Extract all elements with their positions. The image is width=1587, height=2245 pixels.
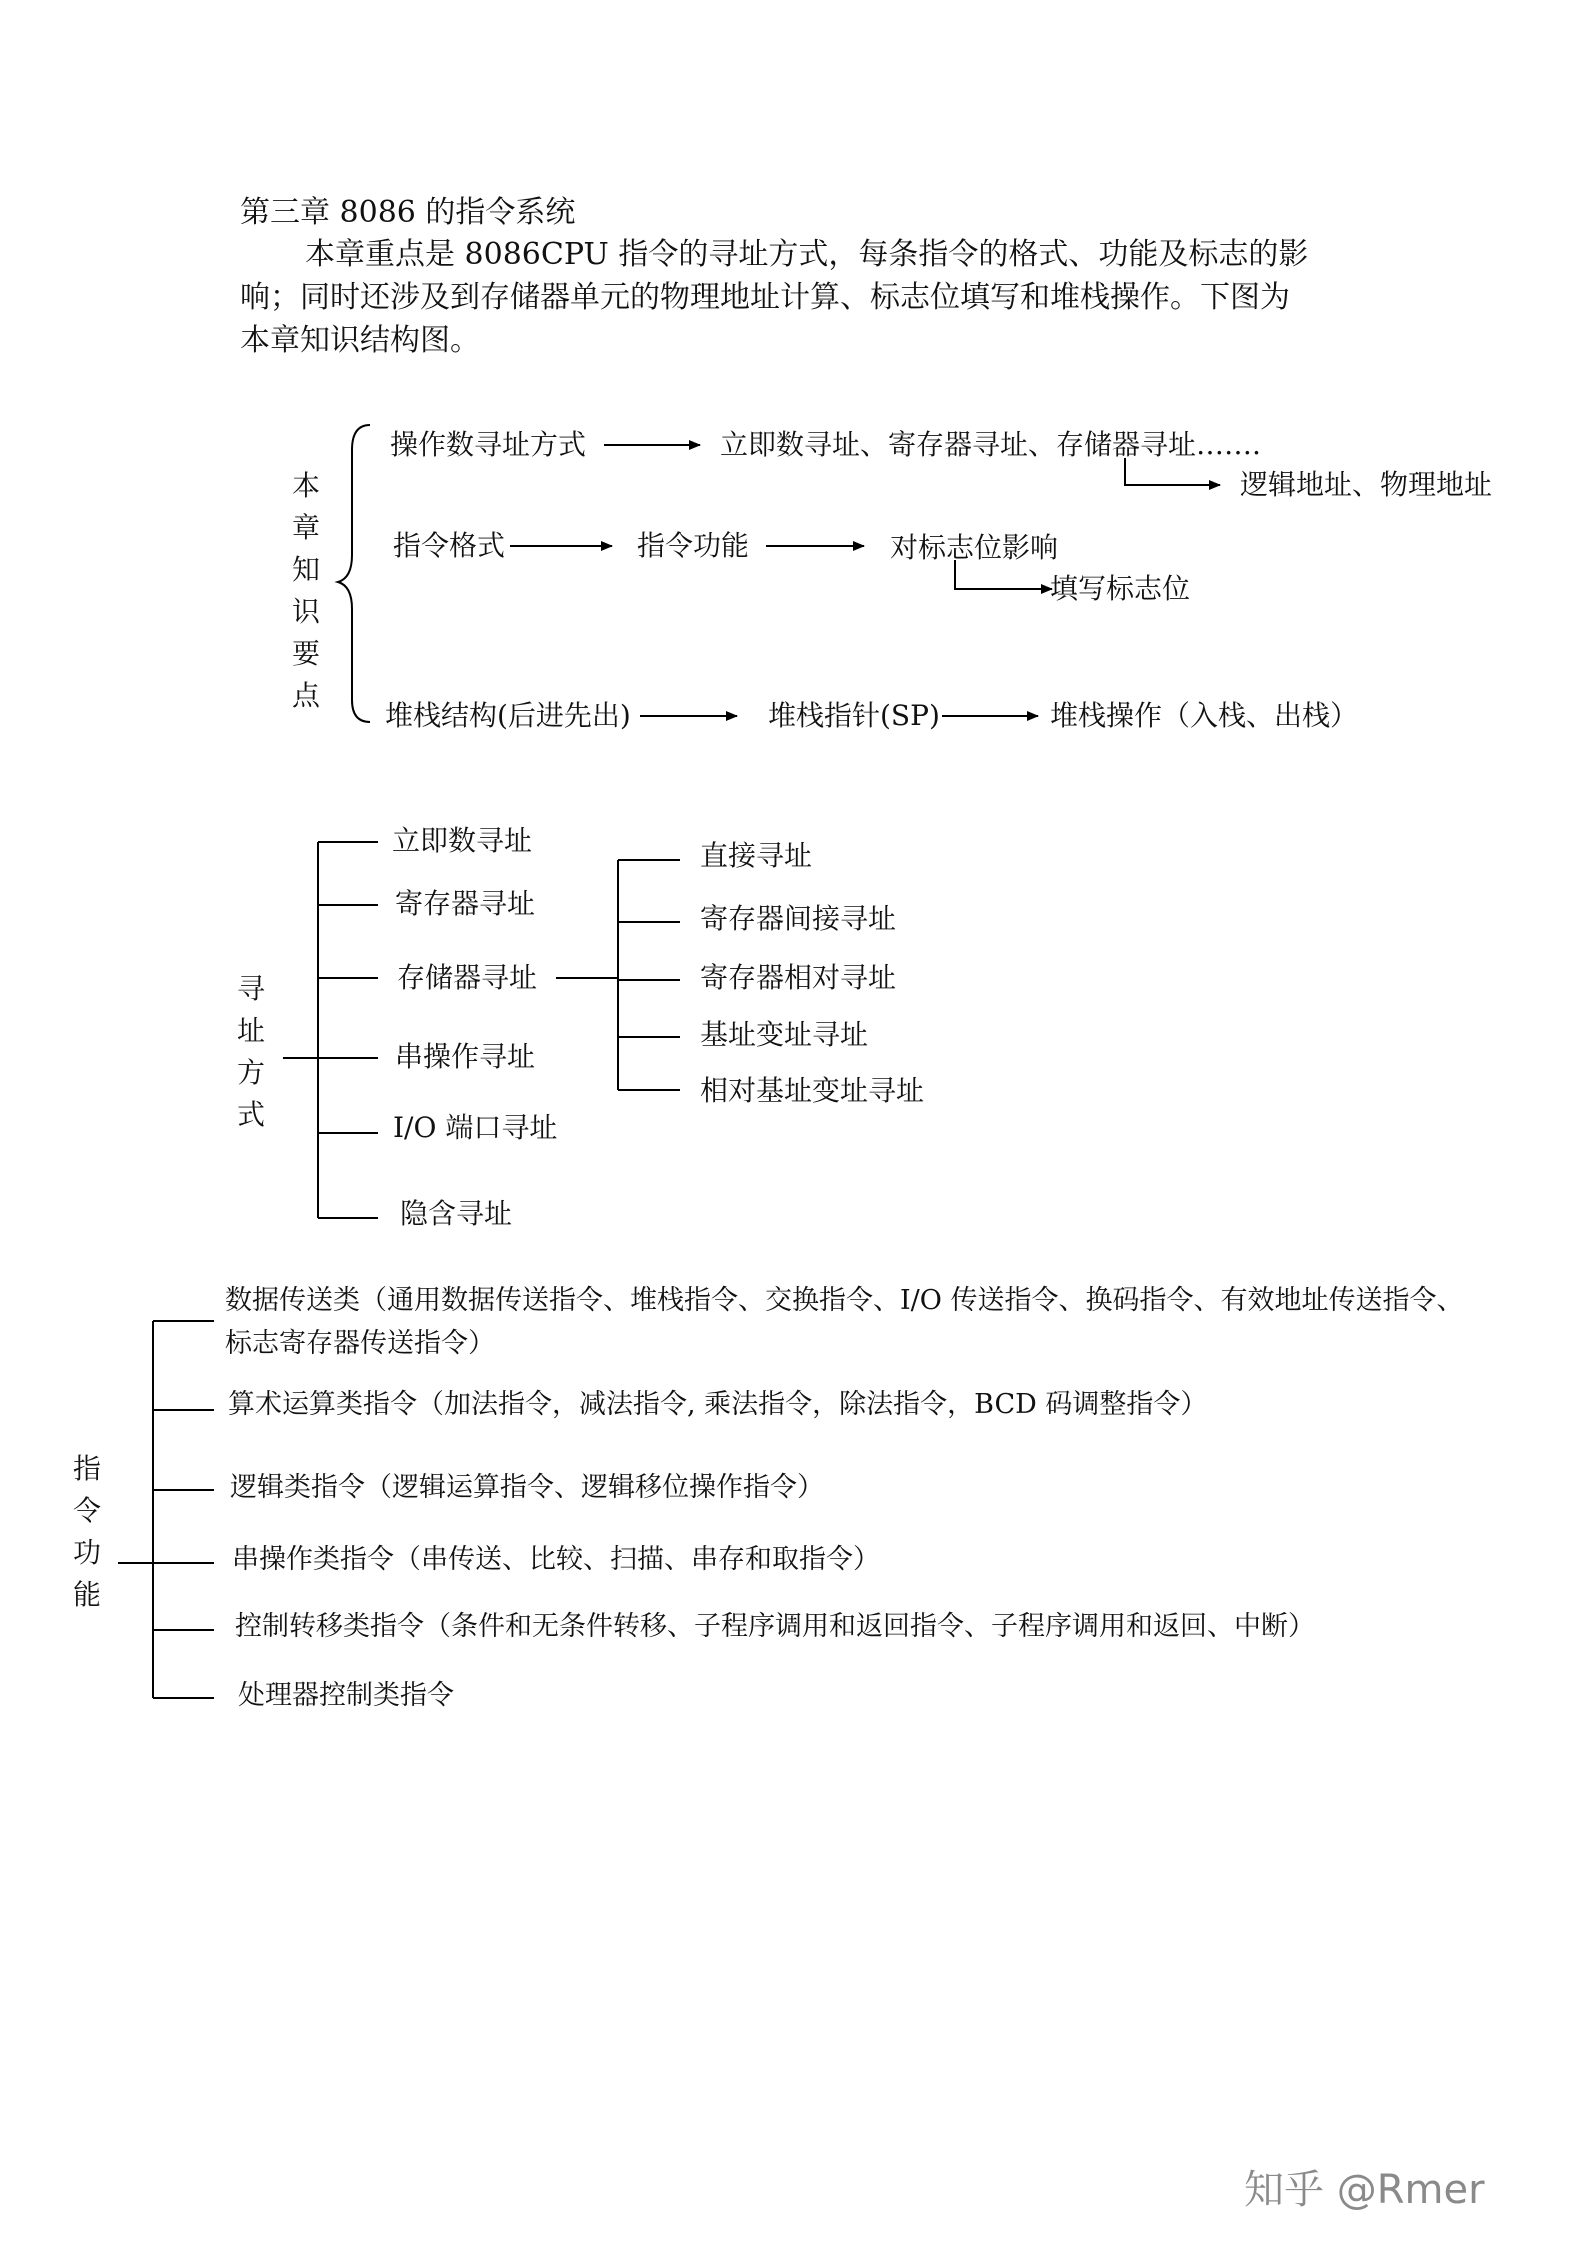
memory-sub-register-relative: 寄存器相对寻址	[700, 961, 897, 994]
node-fill-flags: 填写标志位	[1050, 572, 1191, 605]
branch-string: 串操作寻址	[395, 1040, 536, 1073]
function-root-char: 能	[73, 1578, 102, 1611]
knowledge-root-char: 本	[292, 469, 321, 502]
func-control-transfer: 控制转移类指令（条件和无条件转移、子程序调用和返回指令、子程序调用和返回、中断）	[235, 1611, 1315, 1642]
func-data-transfer: 数据传送类（通用数据传送指令、堆栈指令、交换指令、I/O 传送指令、换码指令、有效地址传送指令、	[225, 1285, 1464, 1316]
function-root-char: 令	[73, 1494, 102, 1527]
intro-line-2: 响；同时还涉及到存储器单元的物理地址计算、标志位填写和堆栈操作。下图为	[240, 280, 1290, 315]
arrow-r1-sub	[1125, 458, 1220, 485]
function-root-char: 指	[73, 1452, 102, 1485]
func-data-transfer-cont: 标志寄存器传送指令）	[225, 1328, 495, 1359]
addressing-root-char: 寻	[237, 972, 266, 1005]
node-stack-pointer: 堆栈指针(SP)	[768, 699, 940, 732]
intro-line-3: 本章知识结构图。	[240, 323, 480, 358]
func-string: 串操作类指令（串传送、比较、扫描、串存和取指令）	[232, 1544, 880, 1575]
memory-sub-register-indirect: 寄存器间接寻址	[700, 902, 897, 935]
node-stack-operations: 堆栈操作（入栈、出栈）	[1050, 699, 1359, 732]
knowledge-root-char: 章	[292, 511, 321, 544]
func-arithmetic: 算术运算类指令（加法指令，减法指令, 乘法指令，除法指令，BCD 码调整指令）	[228, 1389, 1208, 1420]
addressing-root-char: 式	[237, 1098, 266, 1131]
node-instruction-format: 指令格式	[393, 529, 506, 562]
branch-immediate: 立即数寻址	[392, 824, 533, 857]
node-logical-physical-address: 逻辑地址、物理地址	[1240, 468, 1493, 501]
chapter-title: 第三章 8086 的指令系统	[240, 195, 576, 230]
knowledge-root-char: 点	[292, 679, 321, 712]
branch-io-port: I/O 端口寻址	[393, 1111, 558, 1144]
memory-sub-base-index: 基址变址寻址	[700, 1018, 869, 1051]
knowledge-root-char: 知	[292, 553, 321, 586]
knowledge-brace	[338, 425, 370, 722]
func-logic: 逻辑类指令（逻辑运算指令、逻辑移位操作指令）	[230, 1472, 824, 1503]
node-addressing-list: 立即数寻址、寄存器寻址、存储器寻址…….	[720, 428, 1261, 461]
watermark: 知乎 @Rmer	[1244, 2167, 1485, 2213]
memory-sub-relative-base-index: 相对基址变址寻址	[700, 1074, 925, 1107]
arrow-r2-sub	[955, 560, 1052, 589]
knowledge-root-char: 要	[292, 637, 321, 670]
func-processor-control: 处理器控制类指令	[238, 1680, 454, 1711]
node-flag-effect: 对标志位影响	[890, 531, 1059, 564]
node-stack-structure: 堆栈结构(后进先出)	[385, 699, 631, 732]
function-root-char: 功	[73, 1536, 102, 1569]
branch-register: 寄存器寻址	[395, 887, 536, 920]
branch-implied: 隐含寻址	[400, 1197, 513, 1230]
branch-memory: 存储器寻址	[397, 961, 538, 994]
knowledge-root-char: 识	[292, 595, 321, 628]
memory-sub-direct: 直接寻址	[700, 839, 813, 872]
addressing-root-char: 方	[237, 1056, 266, 1089]
node-instruction-function: 指令功能	[637, 529, 750, 562]
addressing-root-char: 址	[237, 1014, 266, 1047]
intro-line-1: 本章重点是 8086CPU 指令的寻址方式，每条指令的格式、功能及标志的影	[305, 237, 1309, 272]
node-operand-addressing: 操作数寻址方式	[390, 428, 587, 461]
